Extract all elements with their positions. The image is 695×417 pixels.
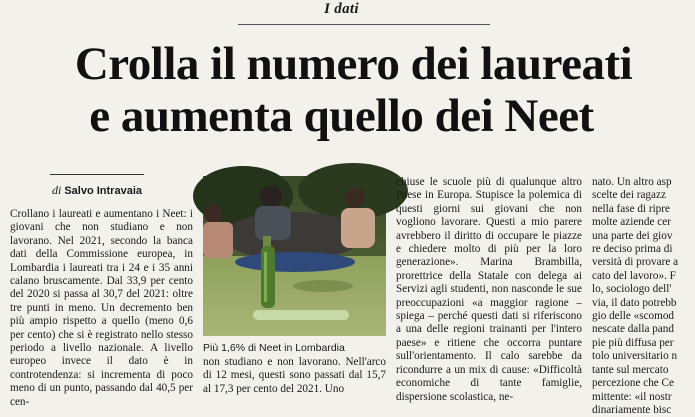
- rubric-divider: [238, 24, 490, 25]
- byline: [0, 183, 194, 198]
- column-4-line: percezione che Ce: [592, 377, 674, 390]
- column-4-line: gio delle «scomod: [592, 310, 675, 323]
- column-4-line: nato. Un altro asp: [592, 176, 672, 188]
- byline-divider: [50, 174, 144, 175]
- article-column-1: Crollano i laureati e aumentano i Neet: i giovani che non studiano e non lavorano. Nel 2021, secondo la banca dati della Commissione europea, in Lombardia i laureati tra i 24 e i 35 anni calano bruscamente. Dal 33,9 per cento del 2020 si passa al 30,7 del 2021: oltre tre punti in meno. Un decremento ben più ampio rispetto a quello (meno 0,6 per cento) che si è registrato nello stesso periodo a livello nazionale. A livello europeo invece il dato è in controtendenza: si incrementa di poco meno di un punto, passando dal 40,5 per cen-: [10, 208, 193, 408]
- headline-line-1: Crolla il numero dei laureati: [74, 38, 633, 90]
- column-4-line: scelte dei ragazz: [592, 189, 666, 202]
- column-4-line: cato del lavoro». F: [592, 269, 676, 282]
- byline-author: Salvo Intravaia: [64, 185, 142, 197]
- column-4-line: nella fase di ripre: [592, 202, 670, 215]
- column-4-line: nescate dalla pand: [592, 323, 674, 336]
- column-4-line: molte aziende cer: [592, 216, 671, 229]
- byline-prefix: di: [52, 183, 62, 197]
- column-4-line: re deciso prima di: [592, 243, 673, 256]
- column-4-line: versità di provare a: [592, 256, 679, 269]
- article-column-2: non studiano e non lavorano. Nell'arco di 12 mesi, questi sono passati dal 15,7 al 17,3 per cento del 2021. Uno: [203, 356, 386, 395]
- column-4-line: una parte dei giov: [592, 229, 673, 242]
- column-4-line: tolo universitario n: [592, 350, 678, 363]
- photo-image: [203, 176, 386, 336]
- article-column-3: chiuse le scuole più di qualunque altro Paese in Europa. Stupisce la polemica di questi giorni sui giovani che non vogliono lavorare. Questi a mio parere avrebbero il diritto di occupare le piazze e chiedere molto di più per la loro generazione». Marina Brambilla, prorettrice della Statale con delega ai Servizi agli studenti, non nasconde le sue preoccupazioni «a maggior ragione – spiega – perché questi dati si riferiscono a una delle regioni trainanti per l'intero paese» e ritiene che occorra puntare sull'orientamento. Il calo sarebbe da ricondurre a un mix di cause: «Difficoltà economiche di tante famiglie, dispersione scolastica, ne-: [396, 176, 582, 403]
- section-rubric: I dati: [324, 1, 359, 17]
- column-4-line: lo, sociologo dell': [592, 283, 672, 296]
- headline-line-2: e aumenta quello dei Neet: [89, 90, 594, 142]
- column-4-line: tante sul mercato: [592, 363, 669, 376]
- column-4-line: mittente: «il nostr: [592, 390, 672, 403]
- column-4-line: pie più diffusa per: [592, 336, 674, 349]
- column-4-line: dinariamente bisc: [592, 403, 672, 416]
- column-4-line: via, il dato potrebb: [592, 296, 677, 309]
- article-column-4: [592, 176, 683, 416]
- article-photo: [203, 176, 386, 336]
- photo-caption: Più 1,6% di Neet in Lombardia: [203, 342, 345, 354]
